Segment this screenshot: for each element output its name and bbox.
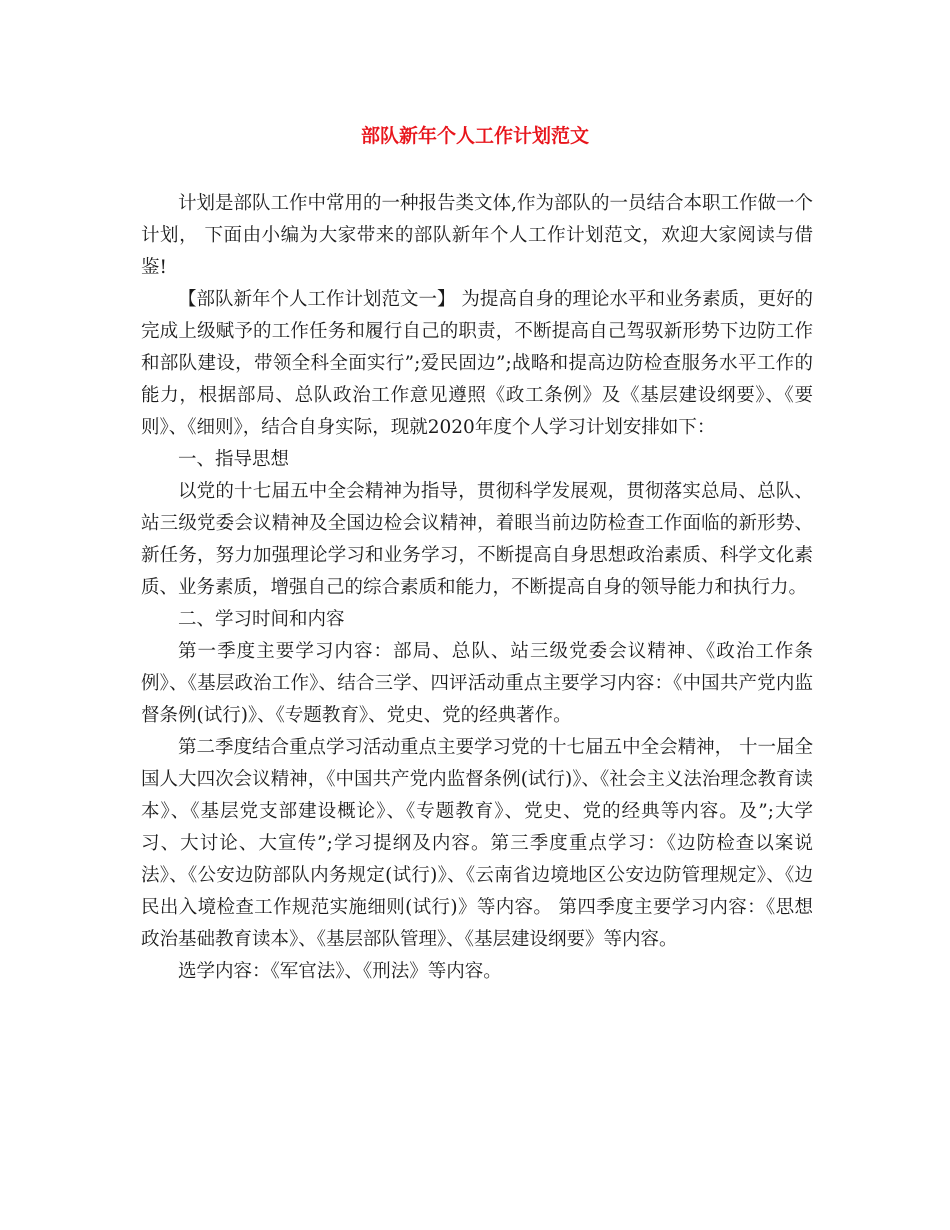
intro-paragraph: 计划是部队工作中常用的一种报告类文体,作为部队的一员结合本职工作做一个计划， 下面由小编为大家带来的部队新年个人工作计划范文，欢迎大家阅读与借鉴! [141, 193, 813, 278]
document-title: 部队新年个人工作计划范文 [360, 125, 589, 147]
first-quarter-paragraph: 第一季度主要学习内容：部局、总队、站三级党委会议精神、《政治工作条例》、《基层政治工作》、结合三学、四评活动重点主要学习内容：《中国共产党内监督条例(试行)》、《专题教育》、党史、党的经典著作。 [141, 641, 813, 726]
second-to-fourth-quarter-paragraph: 第二季度结合重点学习活动重点主要学习党的十七届五中全会精神， 十一届全国人大四次会议精神，《中国共产党内监督条例(试行)》、《社会主义法治理念教育读本》、《基层党支部建设概论》、《专题教育》、党史、党的经典等内容。及”;大学习、大讨论、大宣传”;学习提纲及内容。第三季度重点学习：《边防检查以案说法》、《公安边防部队内务规定(试行)》、《云南省边境地区公安边防管理规定》、《边民出入境检查工作规范实施细则(试行)》等内容。 第四季度主要学习内容：《思想政治基础教育读本》、《基层部队管理》、《基层建设纲要》等内容。 [141, 737, 813, 950]
document-body [141, 188, 813, 988]
elective-paragraph: 选学内容：《军官法》、《刑法》等内容。 [178, 961, 502, 982]
section-heading-guiding-thought: 一、指导思想 [178, 449, 290, 470]
guiding-thought-paragraph: 以党的十七届五中全会精神为指导，贯彻科学发展观，贯彻落实总局、总队、站三级党委会议精神及全国边检会议精神，着眼当前边防检查工作面临的新形势、新任务，努力加强理论学习和业务学习，不断提高自身思想政治素质、科学文化素质、业务素质，增强自己的综合素质和能力，不断提高自身的领导能力和执行力。 [141, 481, 813, 598]
sample-one-paragraph: 【部队新年个人工作计划范文一】 为提高自身的理论水平和业务素质，更好的完成上级赋予的工作任务和履行自己的职责，不断提高自己驾驭新形势下边防工作和部队建设，带领全科全面实行”;爱民固边”;战略和提高边防检查服务水平工作的能力，根据部局、总队政治工作意见遵照《政工条例》及《基层建设纲要》、《要则》、《细则》，结合自身实际，现就2020年度个人学习计划安排如下： [141, 289, 813, 438]
section-heading-study-schedule: 二、学习时间和内容 [178, 609, 345, 630]
